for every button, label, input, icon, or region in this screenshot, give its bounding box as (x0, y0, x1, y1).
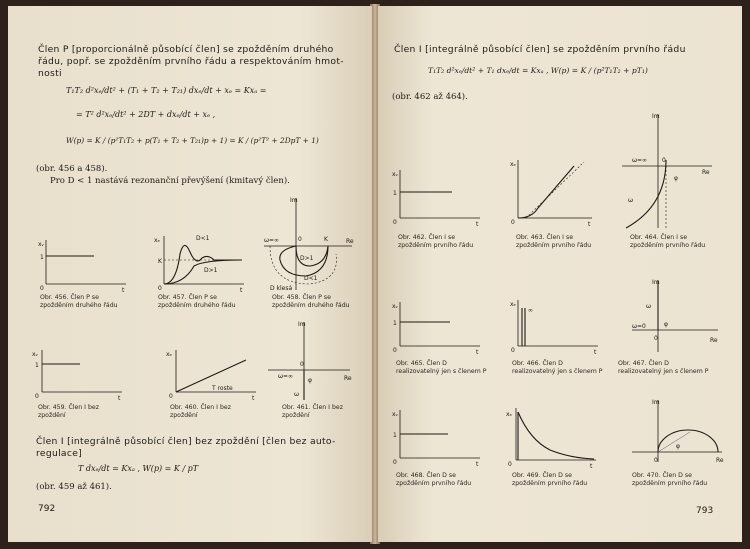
fig469-xe-label: xₑ (506, 411, 513, 418)
figure-459 (32, 346, 132, 402)
fig463-xe-label: xₑ (510, 161, 517, 168)
figure-466 (508, 296, 608, 354)
fig456-zero-label: 0 (40, 285, 44, 292)
fig465-one-label: 1 (393, 320, 397, 327)
figure-468 (390, 406, 490, 466)
right-page (378, 6, 742, 542)
fig458-d-gt1-label: D>1 (300, 255, 314, 262)
caption-461-b: zpoždění (282, 412, 310, 419)
figure-469 (504, 404, 604, 468)
caption-460-b: zpoždění (170, 412, 198, 419)
caption-466-a: Obr. 466. Člen D (512, 360, 563, 367)
figure-456 (36, 236, 136, 294)
fig457-xe-label: xₑ (154, 237, 161, 244)
fig458-zero-label: 0 (298, 236, 302, 243)
right-heading-1: Člen I [integrálně působící člen] se zpožděním prvního řádu (394, 44, 686, 55)
left-page (8, 6, 372, 542)
caption-469-b: zpožděním prvního řádu (512, 480, 588, 487)
caption-464-b: zpožděním prvního řádu (630, 242, 706, 249)
figure-470 (628, 396, 728, 466)
caption-463-a: Obr. 463. Člen I se (516, 234, 574, 241)
fig466-infinity-label: ∞ (528, 307, 533, 314)
fig459-xv-label: xᵥ (32, 351, 39, 358)
fig466-zero-label: 0 (511, 347, 515, 354)
caption-459-b: zpoždění (38, 412, 66, 419)
caption-459-a: Obr. 459. Člen I bez (38, 404, 99, 411)
fig465-zero-label: 0 (393, 347, 397, 354)
left-reference-1: (obr. 456 a 458). (36, 164, 108, 174)
fig466-t-label: t (594, 349, 597, 356)
fig459-zero-label: 0 (35, 393, 39, 400)
fig457-d-lt1-label: D<1 (196, 235, 210, 242)
fig468-zero-label: 0 (393, 459, 397, 466)
caption-461-a: Obr. 461. Člen I bez (282, 404, 343, 411)
fig459-t-label: t (118, 395, 121, 402)
fig461-omega-label: ω (294, 391, 300, 398)
fig469-zero-label: 0 (508, 461, 512, 468)
left-equation-1: T₁T₂ d²xₑ/dt² + (T₁ + T₂ + T₂₁) dxₑ/dt + xₑ = Kxₐ = (66, 86, 267, 95)
left-equation-3: W(p) = K / (p²T₁T₂ + p(T₁ + T₂ + T₂₁)p + 1) = K / (p²T² + 2DpT + 1) (66, 136, 319, 145)
fig470-im-label: Im (652, 399, 660, 406)
caption-458-a: Obr. 458. Člen P se (272, 294, 331, 301)
fig462-one-label: 1 (393, 190, 397, 197)
fig468-xv-label: xᵥ (392, 411, 399, 418)
fig461-phi-label: φ (308, 377, 312, 384)
fig460-zero-label: 0 (169, 393, 173, 400)
fig463-t-label: t (588, 221, 591, 228)
fig460-xe-label: xₑ (166, 351, 173, 358)
caption-457-b: zpožděním druhého řádu (158, 302, 236, 309)
fig458-d-klesa-label: D klesá (270, 285, 293, 292)
fig462-zero-label: 0 (393, 219, 397, 226)
figure-467 (628, 276, 724, 356)
fig465-t-label: t (476, 349, 479, 356)
fig469-t-label: t (590, 463, 593, 470)
left-heading-1-cont1: řádu, popř. se zpožděním prvního řádu a respektováním hmot- (38, 56, 344, 67)
left-equation-2: = T² d²xₑ/dt² + 2DT + dxₑ/dt + xₑ , (76, 110, 216, 119)
figure-461 (264, 318, 354, 402)
figure-462 (390, 166, 490, 226)
fig457-t-label: t (240, 287, 243, 294)
left-equation-4: T dxₑ/dt = Kxₐ , W(p) = K / pT (78, 464, 199, 473)
fig458-omega-inf-label: ω=∞ (264, 237, 280, 244)
fig467-omega-zero-label: ω=0 (632, 323, 646, 330)
fig460-t-label: t (252, 395, 255, 402)
fig456-t-label: t (122, 287, 125, 294)
figure-458 (260, 194, 360, 294)
right-reference-1: (obr. 462 až 464). (392, 92, 468, 102)
fig461-zero-label: 0 (300, 361, 304, 368)
caption-462-b: zpožděním prvního řádu (398, 242, 474, 249)
fig457-zero-label: 0 (158, 285, 162, 292)
left-reference-2: (obr. 459 až 461). (36, 482, 112, 492)
fig467-im-label: Im (652, 279, 660, 286)
figure-465 (390, 298, 490, 354)
caption-464-a: Obr. 464. Člen I se (630, 234, 688, 241)
caption-470-a: Obr. 470. Člen D se (632, 472, 692, 479)
left-heading-1: Člen P [proporcionálně působící člen] se zpožděním druhého (38, 44, 334, 55)
fig468-t-label: t (476, 461, 479, 468)
caption-469-a: Obr. 469. Člen D se (512, 472, 572, 479)
caption-458-b: zpožděním druhého řádu (272, 302, 350, 309)
fig465-xv-label: xᵥ (392, 303, 399, 310)
caption-468-a: Obr. 468. Člen D se (396, 472, 456, 479)
fig468-one-label: 1 (393, 432, 397, 439)
fig461-im-label: Im (298, 321, 306, 328)
caption-467-a: Obr. 467. Člen D (618, 360, 669, 367)
fig458-re-label: Re (346, 238, 354, 245)
fig457-k-label: K (158, 258, 162, 265)
fig464-im-label: Im (652, 113, 660, 120)
caption-456-b: zpožděním druhého řádu (40, 302, 118, 309)
caption-462-a: Obr. 462. Člen I se (398, 234, 456, 241)
right-equation-1: T₁T₂ d²xₑ/dt² + T₁ dxₑ/dt = Kxₐ , W(p) = K / (p²T₁T₂ + pT₁) (428, 66, 648, 75)
left-heading-2: Člen I [integrálně působící člen] bez zpoždění [člen bez auto- (36, 436, 336, 447)
caption-466-b: realizovatelný jen s členem P (512, 368, 603, 375)
fig464-phi-label: φ (674, 175, 678, 182)
figure-457 (154, 230, 254, 294)
left-heading-2-cont: regulace] (36, 448, 83, 459)
fig463-zero-label: 0 (511, 219, 515, 226)
fig464-zero-label: 0 (662, 157, 666, 164)
figure-464 (618, 110, 718, 232)
fig456-one-label: 1 (40, 254, 44, 261)
left-heading-1-cont2: nosti (38, 68, 62, 79)
figure-463 (508, 156, 598, 226)
fig462-xv-label: xᵥ (392, 171, 399, 178)
fig470-phi-label: φ (676, 443, 680, 450)
fig462-t-label: t (476, 221, 479, 228)
left-page-number: 792 (38, 504, 56, 514)
fig467-zero-label: 0 (654, 335, 658, 342)
right-page-number: 793 (696, 506, 714, 516)
fig460-t-reste-label: T roste (212, 385, 233, 392)
fig467-re-label: Re (710, 337, 718, 344)
fig458-k-label: K (324, 236, 328, 243)
fig467-omega-label: ω (646, 303, 652, 310)
caption-460-a: Obr. 460. Člen I bez (170, 404, 231, 411)
caption-467-b: realizovatelný jen s členem P (618, 368, 709, 375)
caption-463-b: zpožděním prvního řádu (516, 242, 592, 249)
fig459-one-label: 1 (35, 362, 39, 369)
fig456-xv-label: xᵥ (38, 241, 45, 248)
fig464-omega-label: ω (628, 197, 634, 204)
caption-456-a: Obr. 456. Člen P se (40, 294, 99, 301)
left-paragraph-1: Pro D < 1 nastává rezonanční převýšení (kmitavý člen). (50, 176, 290, 186)
fig458-im-label: Im (290, 197, 298, 204)
fig464-omega-inf-label: ω=∞ (632, 157, 648, 164)
fig464-re-label: Re (702, 169, 710, 176)
fig457-d-gt1-label: D>1 (204, 267, 218, 274)
figure-460 (166, 346, 266, 402)
caption-457-a: Obr. 457. Člen P se (158, 294, 217, 301)
caption-465-a: Obr. 465. Člen D (396, 360, 447, 367)
fig466-xe-label: xₑ (510, 301, 517, 308)
fig461-omega-inf-label: ω=∞ (278, 373, 294, 380)
caption-470-b: zpožděním prvního řádu (632, 480, 708, 487)
caption-465-b: realizovatelný jen s členem P (396, 368, 487, 375)
fig470-zero-label: 0 (654, 457, 658, 464)
fig458-d-lt1-label: D<1 (304, 275, 318, 282)
fig461-re-label: Re (344, 375, 352, 382)
fig467-phi-label: φ (664, 321, 668, 328)
fig470-re-label: Re (716, 457, 724, 464)
caption-468-b: zpožděním prvního řádu (396, 480, 472, 487)
